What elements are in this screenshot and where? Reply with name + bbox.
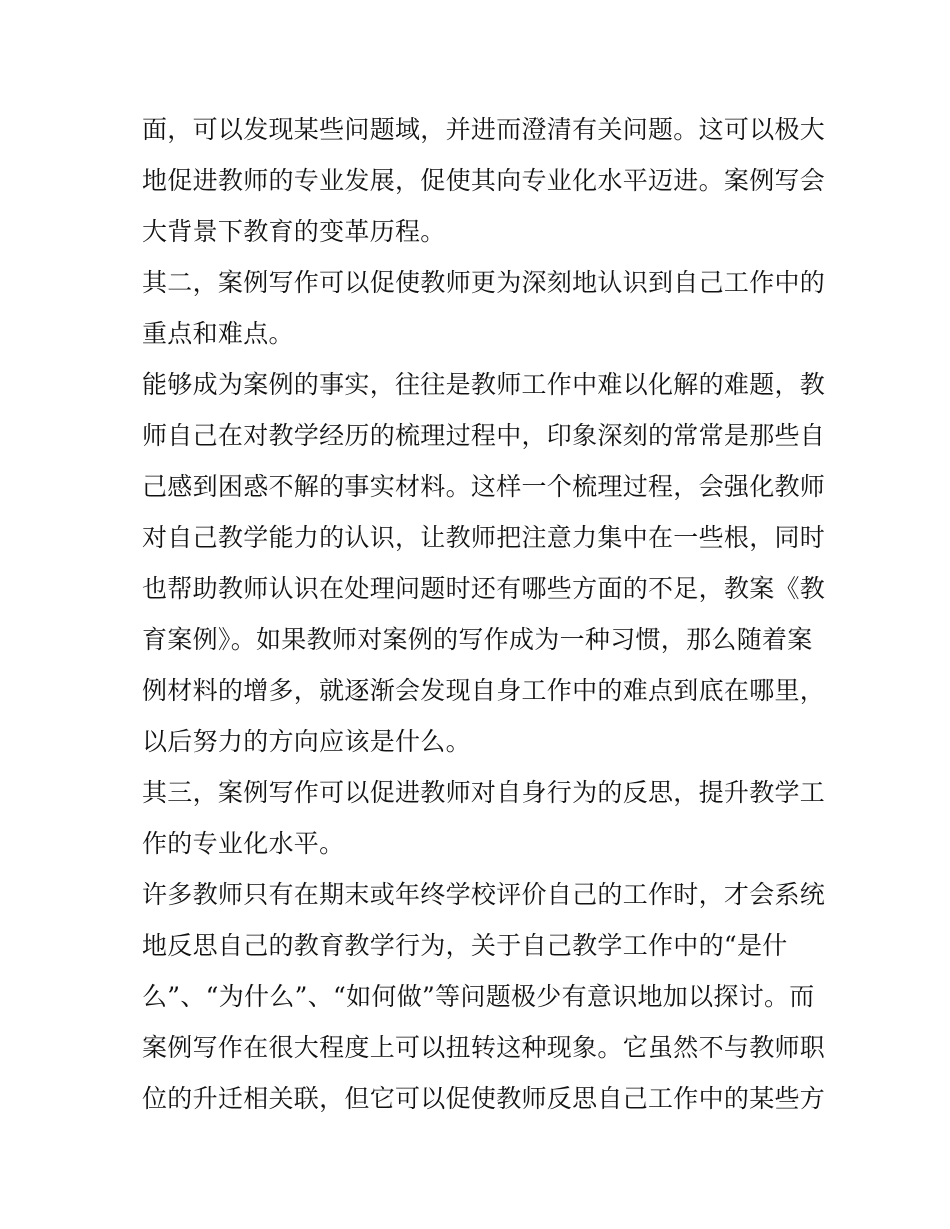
text-line: 育案例》。如果教师对案例的写作成为一种习惯，那么随着案 [142,625,813,654]
text-line: 地反思自己的教育教学行为，关于自己教学工作中的“是什 [142,931,788,960]
text-line: 对自己教学能力的认识，让教师把注意力集中在一些根，同时 [142,523,826,552]
text-line: 己感到困惑不解的事实材料。这样一个梳理过程，会强化教师 [142,472,826,501]
text-line: 例材料的增多，就逐渐会发现自身工作中的难点到底在哪里， [142,676,826,705]
document-body [142,104,826,1124]
text-line: 么”、“为什么”、“如何做”等问题极少有意识地加以探讨。而 [142,982,815,1011]
text-line: 其二，案例写作可以促使教师更为深刻地认识到自己工作中的 [142,268,826,297]
text-line: 地促进教师的专业发展，促使其向专业化水平迈进。案例写会 [142,166,826,195]
text-line: 大背景下教育的变革历程。 [142,217,446,246]
text-line: 面，可以发现某些问题域，并进而澄清有关问题。这可以极大 [142,115,826,144]
text-line: 师自己在对教学经历的梳理过程中，印象深刻的常常是那些自 [142,421,826,450]
text-line: 许多教师只有在期末或年终学校评价自己的工作时，才会系统 [142,880,826,909]
text-line: 重点和难点。 [142,319,294,348]
text-line: 案例写作在很大程度上可以扭转这种现象。它虽然不与教师职 [142,1033,826,1062]
text-line: 能够成为案例的事实，往往是教师工作中难以化解的难题，教 [142,370,826,399]
text-line: 以后努力的方向应该是什么。 [142,727,471,756]
text-line: 也帮助教师认识在处理问题时还有哪些方面的不足，教案《教 [142,574,826,603]
text-line: 其三，案例写作可以促进教师对自身行为的反思，提升教学工 [142,778,826,807]
text-line: 作的专业化水平。 [142,829,345,858]
text-line: 位的升迁相关联，但它可以促使教师反思自己工作中的某些方 [142,1084,826,1113]
